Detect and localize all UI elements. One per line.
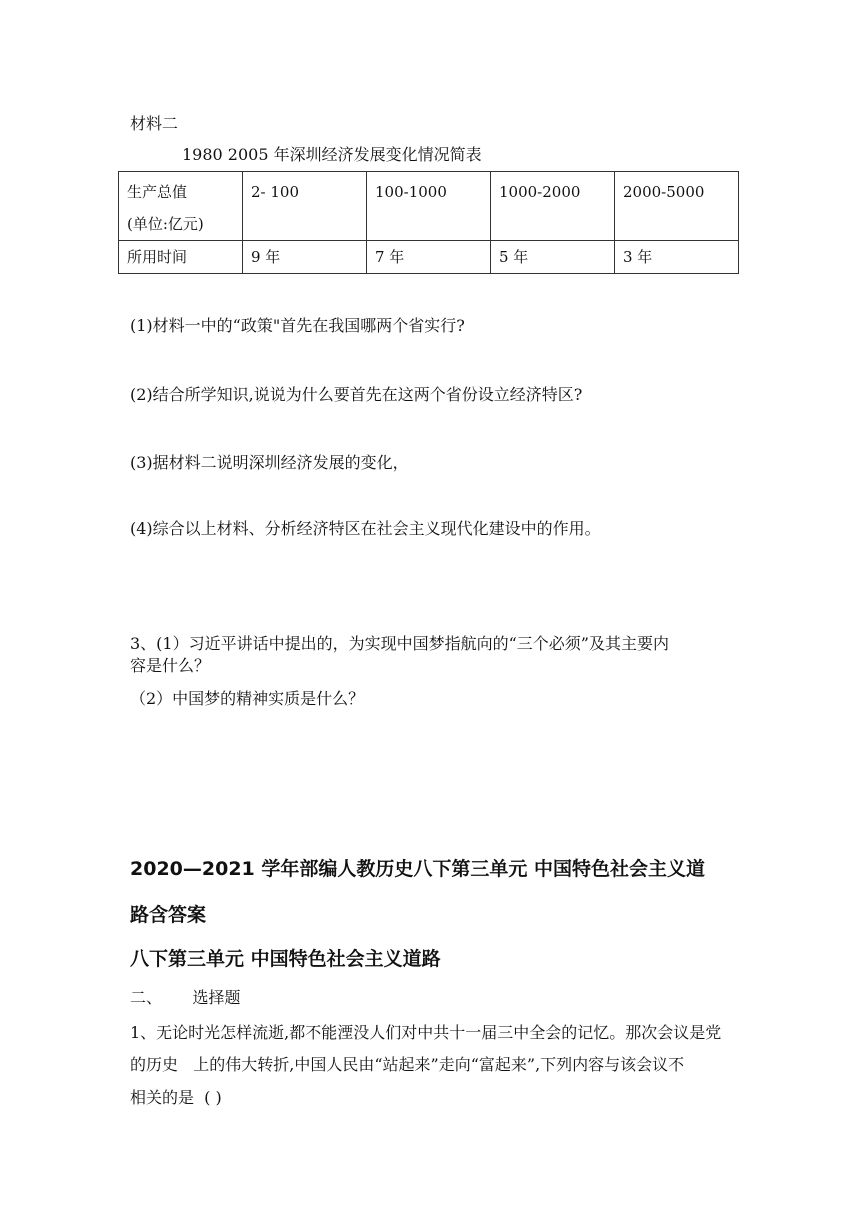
table-caption: 1980 2005 年深圳经济发展变化情况简表 xyxy=(182,145,482,164)
question-2: (2)结合所学知识,说说为什么要首先在这两个省份设立经济特区? xyxy=(130,385,583,404)
heading-line-1: 2020—2021 学年部编人教历史八下第三单元 中国特色社会主义道 xyxy=(130,858,705,880)
row-header-time: 所用时间 xyxy=(119,241,243,274)
row-header-gdp: 生产总值 (单位:亿元) xyxy=(127,183,204,233)
table-cell: 7 年 xyxy=(367,241,491,274)
data-table xyxy=(118,171,739,274)
question-4: (4)综合以上材料、分析经济特区在社会主义现代化建设中的作用。 xyxy=(130,519,601,538)
table-cell: 5 年 xyxy=(491,241,615,274)
table-row xyxy=(119,172,739,241)
q3-line-3: （2）中国梦的精神实质是什么？ xyxy=(130,689,365,708)
q1-line-3: 相关的是 ( ) xyxy=(130,1088,222,1107)
table-cell: 2- 100 xyxy=(243,172,367,241)
table-cell: 3 年 xyxy=(615,241,739,274)
table-cell xyxy=(119,172,243,241)
q3-line-2: 容是什么？ xyxy=(130,656,211,675)
part-label: 二、 选择题 xyxy=(130,988,241,1007)
question-3: (3)据材料二说明深圳经济发展的变化， xyxy=(130,453,409,472)
table-cell: 100-1000 xyxy=(367,172,491,241)
q1-line-2: 的历史 上的伟大转折,中国人民由“站起来”走向“富起来”,下列内容与该会议不 xyxy=(130,1055,685,1074)
question-1: (1)材料一中的“政策"首先在我国哪两个省实行? xyxy=(130,316,465,335)
table-cell: 1000-2000 xyxy=(491,172,615,241)
q3-line-1: 3、(1）习近平讲话中提出的，为实现中国梦指航向的“三个必须”及其主要内 xyxy=(130,634,669,653)
table-cell: 9 年 xyxy=(243,241,367,274)
subheading: 八下第三单元 中国特色社会主义道路 xyxy=(130,948,441,970)
heading-line-2: 路含答案 xyxy=(130,904,207,926)
table-cell: 2000-5000 xyxy=(615,172,739,241)
table-row xyxy=(119,241,739,274)
section-label: 材料二 xyxy=(130,114,179,133)
q1-line-1: 1、无论时光怎样流逝,都不能湮没人们对中共十一届三中全会的记忆。那次会议是党 xyxy=(130,1023,722,1042)
